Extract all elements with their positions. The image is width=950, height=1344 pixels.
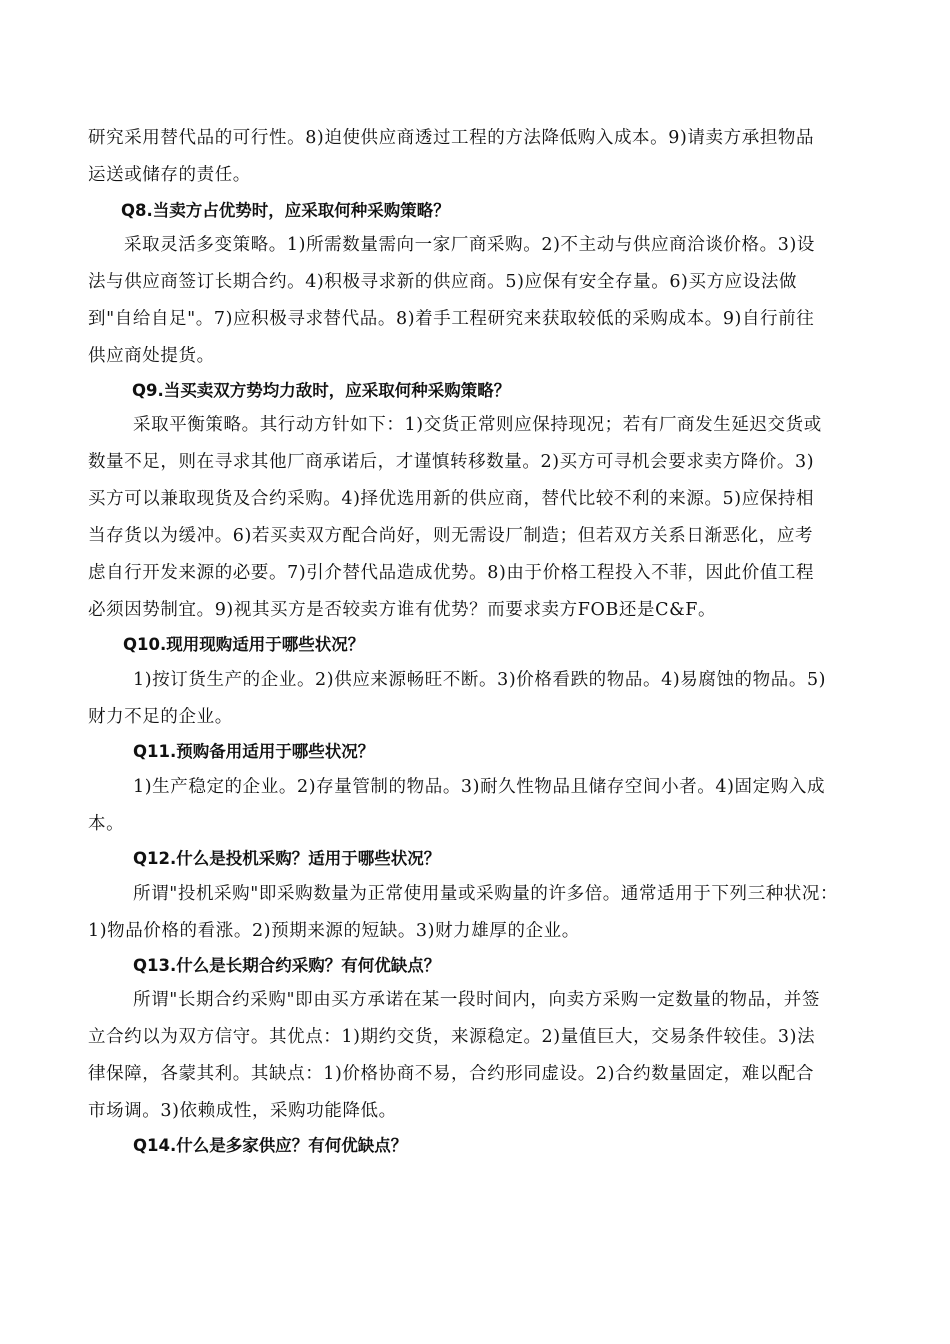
question-heading-q11: Q11.预购备用适用于哪些状况？ — [133, 742, 375, 761]
body-text-line: 法与供应商签订长期合约。4)积极寻求新的供应商。5)应保有安全存量。6)买方应设法做 — [88, 272, 798, 292]
question-heading-q8: Q8.当卖方占优势时，应采取何种采购策略？ — [121, 201, 450, 220]
body-text-line: 1)生产稳定的企业。2)存量管制的物品。3)耐久性物品且储存空间小者。4)固定购入成 — [133, 777, 826, 797]
question-heading-q12: Q12.什么是投机采购？适用于哪些状况？ — [133, 849, 441, 868]
question-heading-q10: Q10.现用现购适用于哪些状况？ — [123, 635, 365, 654]
body-text-line: 买方可以兼取现货及合约采购。4)择优选用新的供应商，替代比较不利的来源。5)应保持相 — [88, 489, 815, 509]
body-text-line: 供应商处提货。 — [88, 346, 215, 366]
body-text-line: 律保障，各蒙其利。其缺点：1)价格协商不易，合约形同虚设。2)合约数量固定，难以配合 — [88, 1064, 815, 1084]
body-text-line: 1)按订货生产的企业。2)供应来源畅旺不断。3)价格看跌的物品。4)易腐蚀的物品。5) — [133, 670, 827, 690]
question-heading-q14: Q14.什么是多家供应？有何优缺点？ — [133, 1136, 408, 1155]
question-heading-q13: Q13.什么是长期合约采购？有何优缺点？ — [133, 956, 441, 975]
body-text-line: 立合约以为双方信守。其优点：1)期约交货，来源稳定。2)量值巨大，交易条件较佳。3)法 — [88, 1027, 816, 1047]
body-text-line: 必须因势制宜。9)视其买方是否较卖方谁有优势？而要求卖方FOB还是C&F。 — [88, 600, 717, 620]
body-text-line: 到"自给自足"。7)应积极寻求替代品。8)着手工程研究来获取较低的采购成本。9)自行前往 — [88, 309, 815, 329]
body-text-line: 所谓"长期合约采购"即由买方承诺在某一段时间内，向卖方采购一定数量的物品，并签 — [133, 990, 820, 1010]
body-text-line: 市场调。3)依赖成性，采购功能降低。 — [88, 1101, 397, 1121]
body-text-line: 财力不足的企业。 — [88, 707, 233, 727]
body-text-line: 运送或储存的责任。 — [88, 165, 251, 185]
body-text-line: 采取灵活多变策略。1)所需数量需向一家厂商采购。2)不主动与供应商洽谈价格。3)设 — [124, 235, 815, 255]
body-text-line: 虑自行开发来源的必要。7)引介替代品造成优势。8)由于价格工程投入不菲，因此价值工程 — [88, 563, 815, 583]
body-text-line: 研究采用替代品的可行性。8)迫使供应商透过工程的方法降低购入成本。9)请卖方承担物品 — [88, 128, 815, 148]
body-text-line: 采取平衡策略。其行动方针如下：1)交货正常则应保持现况；若有厂商发生延迟交货或 — [133, 415, 822, 435]
body-text-line: 1)物品价格的看涨。2)预期来源的短缺。3)财力雄厚的企业。 — [88, 921, 580, 941]
body-text-line: 本。 — [88, 814, 125, 834]
question-heading-q9: Q9.当买卖双方势均力敌时，应采取何种采购策略？ — [132, 381, 511, 400]
body-text-line: 当存货以为缓冲。6)若买卖双方配合尚好，则无需设厂制造；但若双方关系日渐恶化，应考 — [88, 526, 814, 546]
body-text-line: 所谓"投机采购"即采购数量为正常使用量或采购量的许多倍。通常适用于下列三种状况： — [133, 884, 839, 904]
body-text-line: 数量不足，则在寻求其他厂商承诺后，才谨慎转移数量。2)买方可寻机会要求卖方降价。3) — [88, 452, 815, 472]
